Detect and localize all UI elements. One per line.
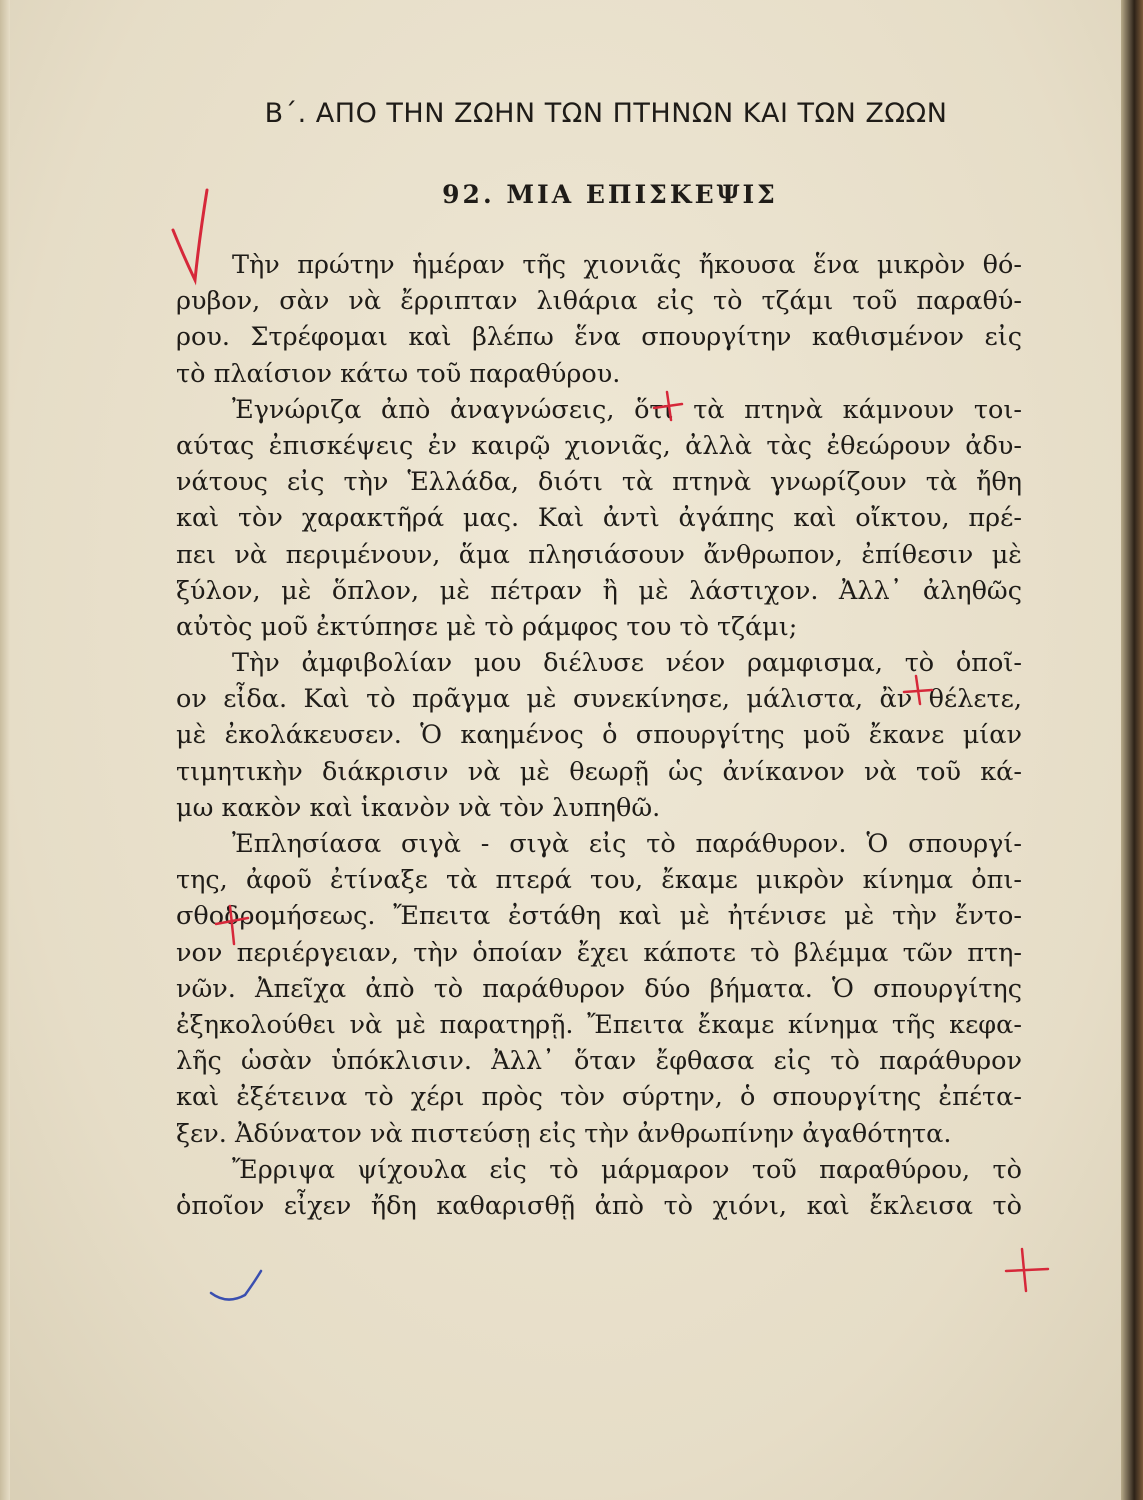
page-left-edge bbox=[0, 0, 10, 1500]
text-line: λῆς ὡσὰν ὑπόκλισιν. Ἀλλ᾽ ὅταν ἔφθασα εἰς τὸ παράθυρον bbox=[176, 1046, 1022, 1077]
page-binding-edge bbox=[1121, 0, 1143, 1500]
text-line: καὶ τὸν χαρακτῆρά μας. Καὶ ἀντὶ ἀγάπης καὶ οἴκτου, πρέ- bbox=[176, 503, 1022, 534]
text-line: πει νὰ περιμένουν, ἅμα πλησιάσουν ἄνθρωπον, ἐπίθεσιν μὲ bbox=[176, 539, 1022, 570]
text-line: τὸ πλαίσιον κάτω τοῦ παραθύρου. bbox=[176, 358, 621, 389]
text-line: ἐξηκολούθει νὰ μὲ παρατηρῇ. Ἔπειτα ἔκαμε κίνημα τῆς κεφα- bbox=[176, 1009, 1022, 1040]
text-line: Τὴν πρώτην ἡμέραν τῆς χιονιᾶς ἤκουσα ἕνα μικρὸν θό- bbox=[232, 250, 1022, 280]
blue-check-annotation bbox=[205, 1265, 265, 1315]
text-line: ξύλον, μὲ ὅπλον, μὲ πέτραν ἢ μὲ λάστιχον. Ἀλλ᾽ ἀληθῶς bbox=[176, 575, 1022, 606]
text-line: ρυβον, σὰν νὰ ἔρριπταν λιθάρια εἰς τὸ τζάμι τοῦ παραθύ- bbox=[176, 286, 1022, 317]
text-line: μω κακὸν καὶ ἱκανὸν νὰ τὸν λυπηθῶ. bbox=[176, 792, 661, 823]
text-line: αὐτὸς μοῦ ἐκτύπησε μὲ τὸ ράμφος του τὸ τζάμι; bbox=[176, 611, 798, 642]
text-line: ον εἶδα. Καὶ τὸ πρᾶγμα μὲ συνεκίνησε, μάλιστα, ἂν θέλετε, bbox=[176, 684, 1022, 715]
text-line: ξεν. Ἀδύνατον νὰ πιστεύσῃ εἰς τὴν ἀνθρωπίνην ἀγαθότητα. bbox=[176, 1118, 952, 1149]
text-line: νῶν. Ἀπεῖχα ἀπὸ τὸ παράθυρον δύο βήματα. Ὁ σπουργίτης bbox=[176, 973, 1022, 1004]
text-line: ὁποῖον εἶχεν ἤδη καθαρισθῇ ἀπὸ τὸ χιόνι, καὶ ἔκλεισα τὸ bbox=[176, 1190, 1022, 1221]
chapter-title: 92. ΜΙΑ ΕΠΙΣΚΕΨΙΣ bbox=[442, 180, 778, 209]
text-line: ρου. Στρέφομαι καὶ βλέπω ἕνα σπουργίτην καθισμένον εἰς bbox=[176, 322, 1022, 353]
text-line: μὲ ἐκολάκευσεν. Ὁ καημένος ὁ σπουργίτης μοῦ ἔκανε μίαν bbox=[176, 720, 1022, 751]
text-line: καὶ ἐξέτεινα τὸ χέρι πρὸς τὸν σύρτην, ὁ σπουργίτης ἐπέτα- bbox=[176, 1082, 1022, 1113]
text-line: Ἐπλησίασα σιγὰ - σιγὰ εἰς τὸ παράθυρον. Ὁ σπουργί- bbox=[232, 829, 1022, 859]
text-line: σθοδρομήσεως. Ἔπειτα ἐστάθη καὶ μὲ ἠτένισε μὲ τὴν ἔντο- bbox=[176, 901, 1022, 932]
text-line: Ἔρριψα ψίχουλα εἰς τὸ μάρμαρον τοῦ παραθύρου, τὸ bbox=[232, 1154, 1022, 1185]
text-line: νον περιέργειαν, τὴν ὁποίαν ἔχει κάποτε τὸ βλέμμα τῶν πτη- bbox=[176, 937, 1022, 968]
text-line: τιμητικὴν διάκρισιν νὰ μὲ θεωρῇ ὡς ἀνίκανον νὰ τοῦ κά- bbox=[176, 756, 1022, 787]
red-cross-annotation bbox=[1002, 1245, 1052, 1295]
body-text bbox=[176, 247, 1022, 1224]
running-head: Β΄. ΑΠΟ ΤΗΝ ΖΩΗΝ ΤΩΝ ΠΤΗΝΩΝ ΚΑΙ ΤΩΝ ΖΩΩΝ bbox=[264, 98, 948, 129]
text-line: αύτας ἐπισκέψεις ἐν καιρῷ χιονιᾶς, ἀλλὰ τὰς ἐθεώρουν ἀδυ- bbox=[176, 430, 1022, 461]
text-line: νάτους εἰς τὴν Ἑλλάδα, διότι τὰ πτηνὰ γνωρίζουν τὰ ἤθη bbox=[176, 467, 1022, 498]
text-line: Τὴν ἀμφιβολίαν μου διέλυσε νέον ραμφισμα, τὸ ὁποῖ- bbox=[232, 648, 1022, 679]
text-line: Ἐγνώριζα ἀπὸ ἀναγνώσεις, ὅτι τὰ πτηνὰ κάμνουν τοι- bbox=[232, 394, 1022, 425]
text-line: της, ἀφοῦ ἐτίναξε τὰ πτερά του, ἔκαμε μικρὸν κίνημα ὀπι- bbox=[176, 865, 1022, 896]
